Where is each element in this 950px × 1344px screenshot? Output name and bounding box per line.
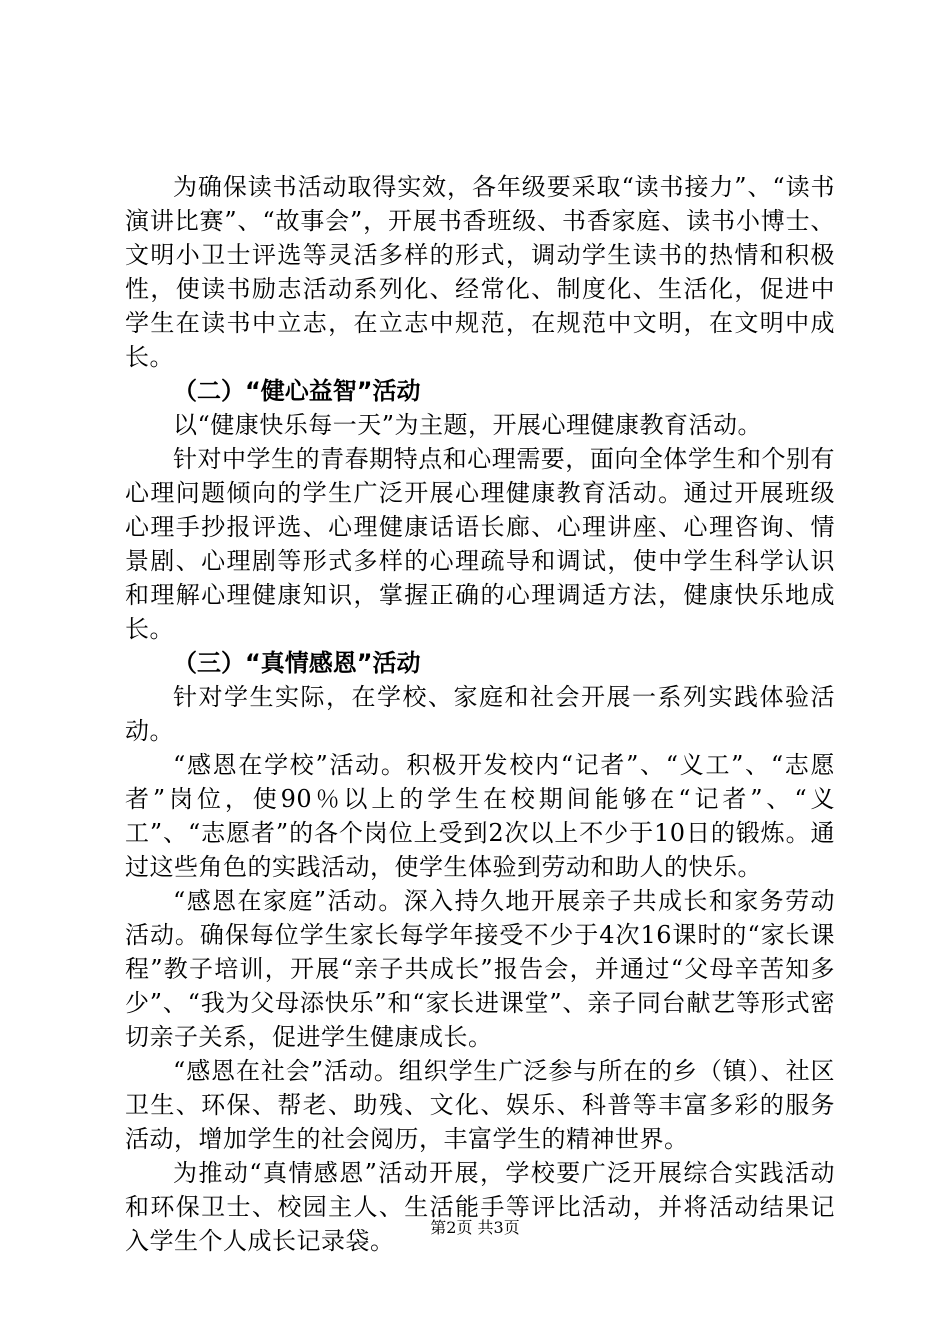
paragraph-reading-effect: 为确保读书活动取得实效，各年级要采取“读书接力”、“读书演讲比赛”、“故事会”，开展书香班级、书香家庭、读书小博士、文明小卫士评选等灵活多样的形式，调动学生读书的热情和积极性，使读书励志活动系列化、经常化、制度化、生活化，促进中学生在读书中立志，在立志中规范，在规范中文明，在文明中成长。 xyxy=(125,173,835,371)
paragraph-promotion: 为推动“真情感恩”活动开展，学校要广泛开展综合实践活动和环保卫士、校园主人、生活能手等评比活动，并将活动结果记入学生个人成长记录袋。 xyxy=(125,1159,835,1255)
paragraph-health-theme: 以“健康快乐每一天”为主题，开展心理健康教育活动。 xyxy=(173,411,763,439)
paragraph-family-gratitude: “感恩在家庭”活动。深入持久地开展亲子共成长和家务劳动活动。确保每位学生家长每学年接受不少于4次16课时的“家长课程”教子培训，开展“亲子共成长”报告会，并通过“父母辛苦知多少”、“我为父母添快乐”和“家长进课堂”、亲子同台献艺等形式密切亲子关系，促进学生健康成长。 xyxy=(125,887,835,1051)
paragraph-school-gratitude: “感恩在学校”活动。积极开发校内“记者”、“义工”、“志愿者”岗位，使90％以上的学生在校期间能够在“记者”、“义工”、“志愿者”的各个岗位上受到2次以上不少于10日的锻炼。通过这些角色的实践活动，使学生体验到劳动和助人的快乐。 xyxy=(125,751,835,881)
document-body xyxy=(125,170,835,1258)
paragraph-society-gratitude: “感恩在社会”活动。组织学生广泛参与所在的乡（镇）、社区卫生、环保、帮老、助残、文化、娱乐、科普等丰富多彩的服务活动，增加学生的社会阅历，丰富学生的精神世界。 xyxy=(125,1057,835,1153)
page-footer: 第2页 共3页 xyxy=(430,1218,520,1237)
paragraph-practice: 针对学生实际，在学校、家庭和社会开展一系列实践体验活动。 xyxy=(125,683,835,745)
section-heading-3: （三）“真情感恩”活动 xyxy=(173,649,421,677)
paragraph-mental-health: 针对中学生的青春期特点和心理需要，面向全体学生和个别有心理问题倾向的学生广泛开展心理健康教育活动。通过开展班级心理手抄报评选、心理健康话语长廊、心理讲座、心理咨询、情景剧、心理剧等形式多样的心理疏导和调试，使中学生科学认识和理解心理健康知识，掌握正确的心理调适方法，健康快乐地成长。 xyxy=(125,445,835,643)
section-heading-2: （二）“健心益智”活动 xyxy=(173,377,421,405)
